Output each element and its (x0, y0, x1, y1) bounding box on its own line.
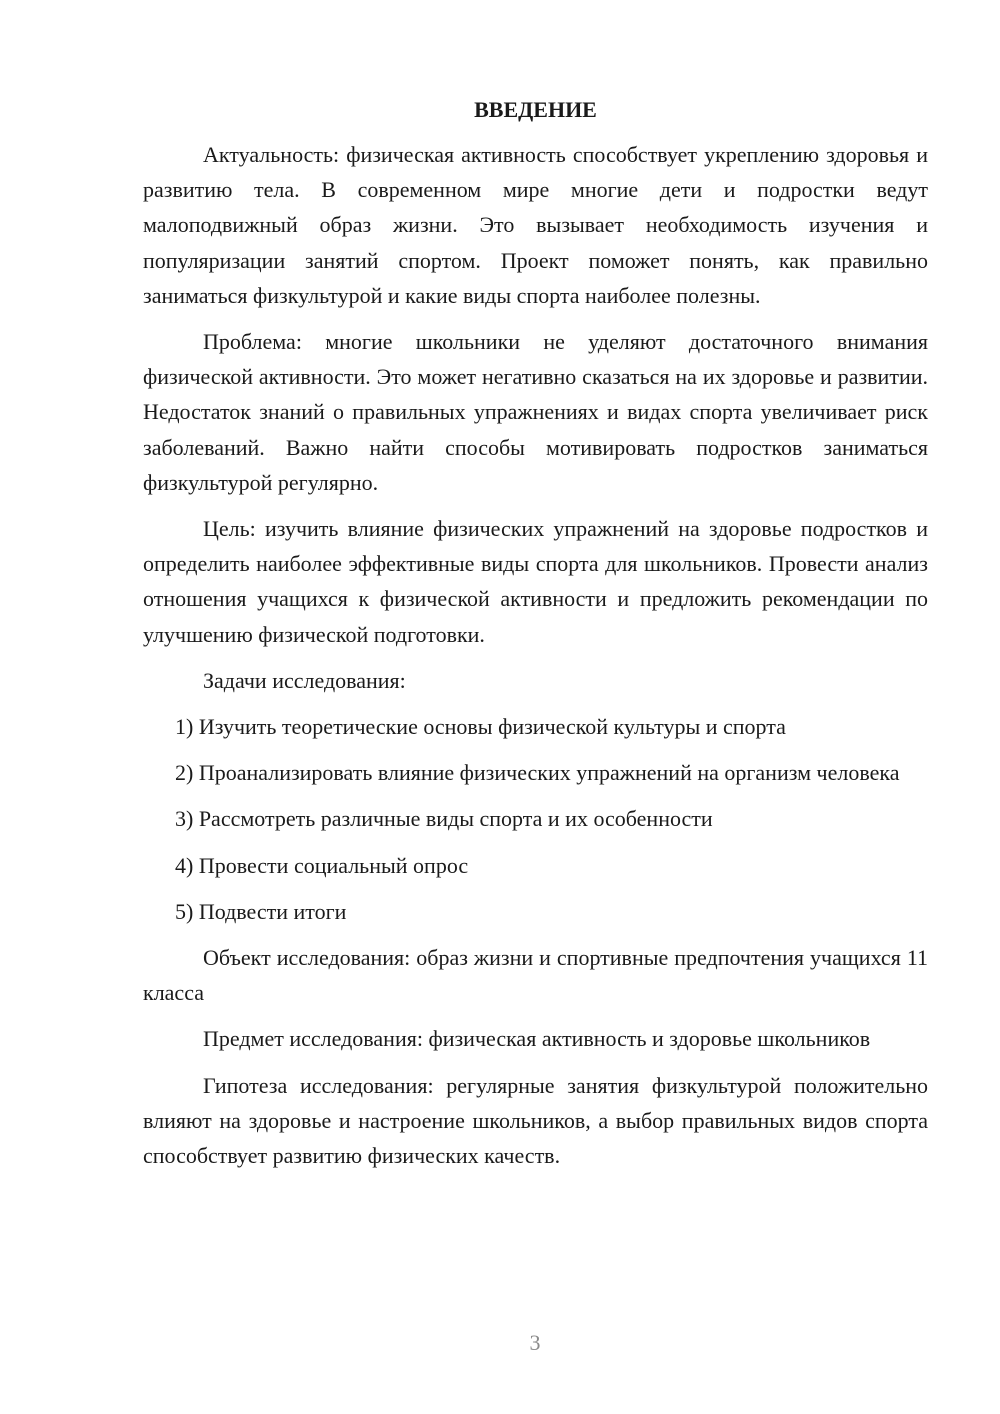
relevance-paragraph: Актуальность: физическая активность способствует укреплению здоровья и развитию тела. В современном мире многие дети и подростки ведут малоподвижный образ жизни. Это вызывает необходимость изучения и популяризации занятий спортом. Проект поможет понять, как правильно заниматься физкультурой и какие виды спорта наиболее полезны. (143, 142, 928, 308)
task-item: 3) Рассмотреть различные виды спорта и их особенности (175, 806, 713, 832)
hypothesis-paragraph: Гипотеза исследования: регулярные занятия физкультурой положительно влияют на здоровье и настроение школьников, а выбор правильных видов спорта способствует развитию физических качеств. (143, 1072, 928, 1169)
subject-paragraph: Предмет исследования: физическая активность и здоровье школьников (203, 1026, 871, 1052)
goal-paragraph: Цель: изучить влияние физических упражнений на здоровье подростков и определить наиболее эффективные виды спорта для школьников. Провести анализ отношения учащихся к физической активности и предложить рекомендации по улучшению физической подготовки. (143, 516, 928, 647)
tasks-heading: Задачи исследования: (203, 667, 406, 693)
object-paragraph: Объект исследования: образ жизни и спортивные предпочтения учащихся 11 класса (143, 945, 928, 1006)
section-title: ВВЕДЕНИЕ (474, 97, 597, 122)
document-page (143, 92, 928, 1173)
task-item: 4) Провести социальный опрос (175, 852, 469, 878)
page-number: 3 (529, 1330, 541, 1355)
problem-paragraph: Проблема: многие школьники не уделяют достаточного внимания физической активности. Это может негативно сказаться на их здоровье и развитии. Недостаток знаний о правильных упражнениях и видах спорта увеличивает риск заболеваний. Важно найти способы мотивировать подростков заниматься физкультурой регулярно. (143, 329, 928, 495)
task-item: 2) Проанализировать влияние физических упражнений на организм человека (175, 760, 900, 786)
task-item: 5) Подвести итоги (175, 898, 347, 924)
task-item: 1) Изучить теоретические основы физической культуры и спорта (175, 714, 786, 740)
